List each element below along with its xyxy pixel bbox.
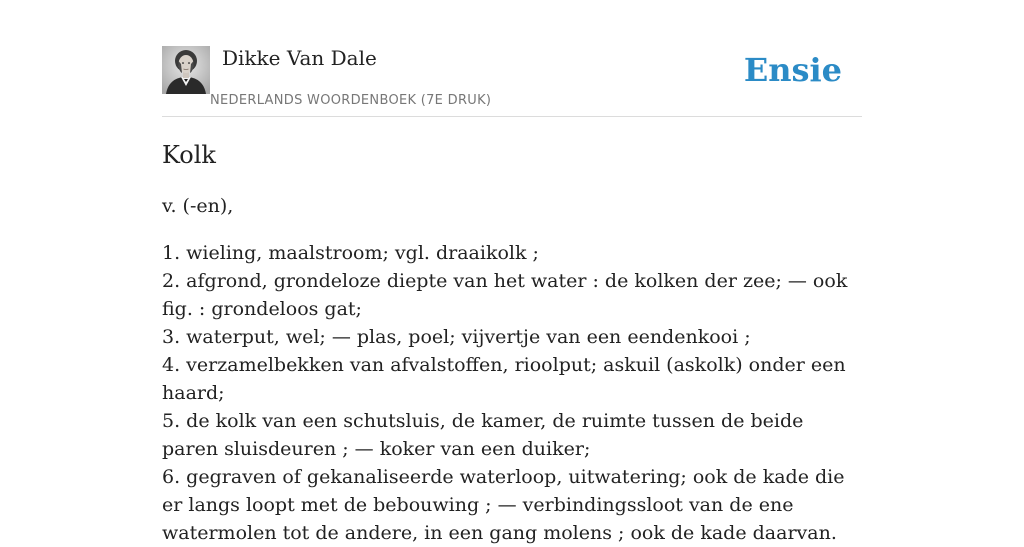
definition-item: 3. waterput, wel; — plas, poel; vijvertje van een eendenkooi ;	[162, 326, 751, 348]
entry-grammar: v. (-en),	[162, 195, 234, 217]
source-name[interactable]: NEDERLANDS WOORDENBOEK (7E DRUK)	[210, 93, 492, 108]
brand-logo[interactable]: Ensie	[743, 51, 842, 89]
entry-title: Kolk	[162, 141, 216, 169]
author-avatar[interactable]	[162, 46, 210, 94]
definition-item: 5. de kolk van een schutsluis, de kamer, de ruimte tussen de beide paren sluisdeuren ; — koker van een duiker;	[162, 410, 804, 460]
author-name[interactable]: Dikke Van Dale	[222, 46, 377, 70]
author-portrait-icon	[162, 46, 210, 94]
header	[162, 46, 862, 117]
definition-list	[162, 239, 852, 547]
definition-item: 2. afgrond, grondeloze diepte van het water : de kolken der zee; — ook fig. : grondeloos gat;	[162, 270, 848, 320]
definition-item: 1. wieling, maalstroom; vgl. draaikolk ;	[162, 242, 539, 264]
definition-item: 6. gegraven of gekanaliseerde waterloop, uitwatering; ook de kade die er langs loopt met de bebouwing ; — verbindingssloot van de ene watermolen tot de andere, in een gang molens ; ook de kade daarvan.	[162, 466, 845, 544]
definition-item: 4. verzamelbekken van afvalstoffen, rioolput; askuil (askolk) onder een haard;	[162, 354, 846, 404]
